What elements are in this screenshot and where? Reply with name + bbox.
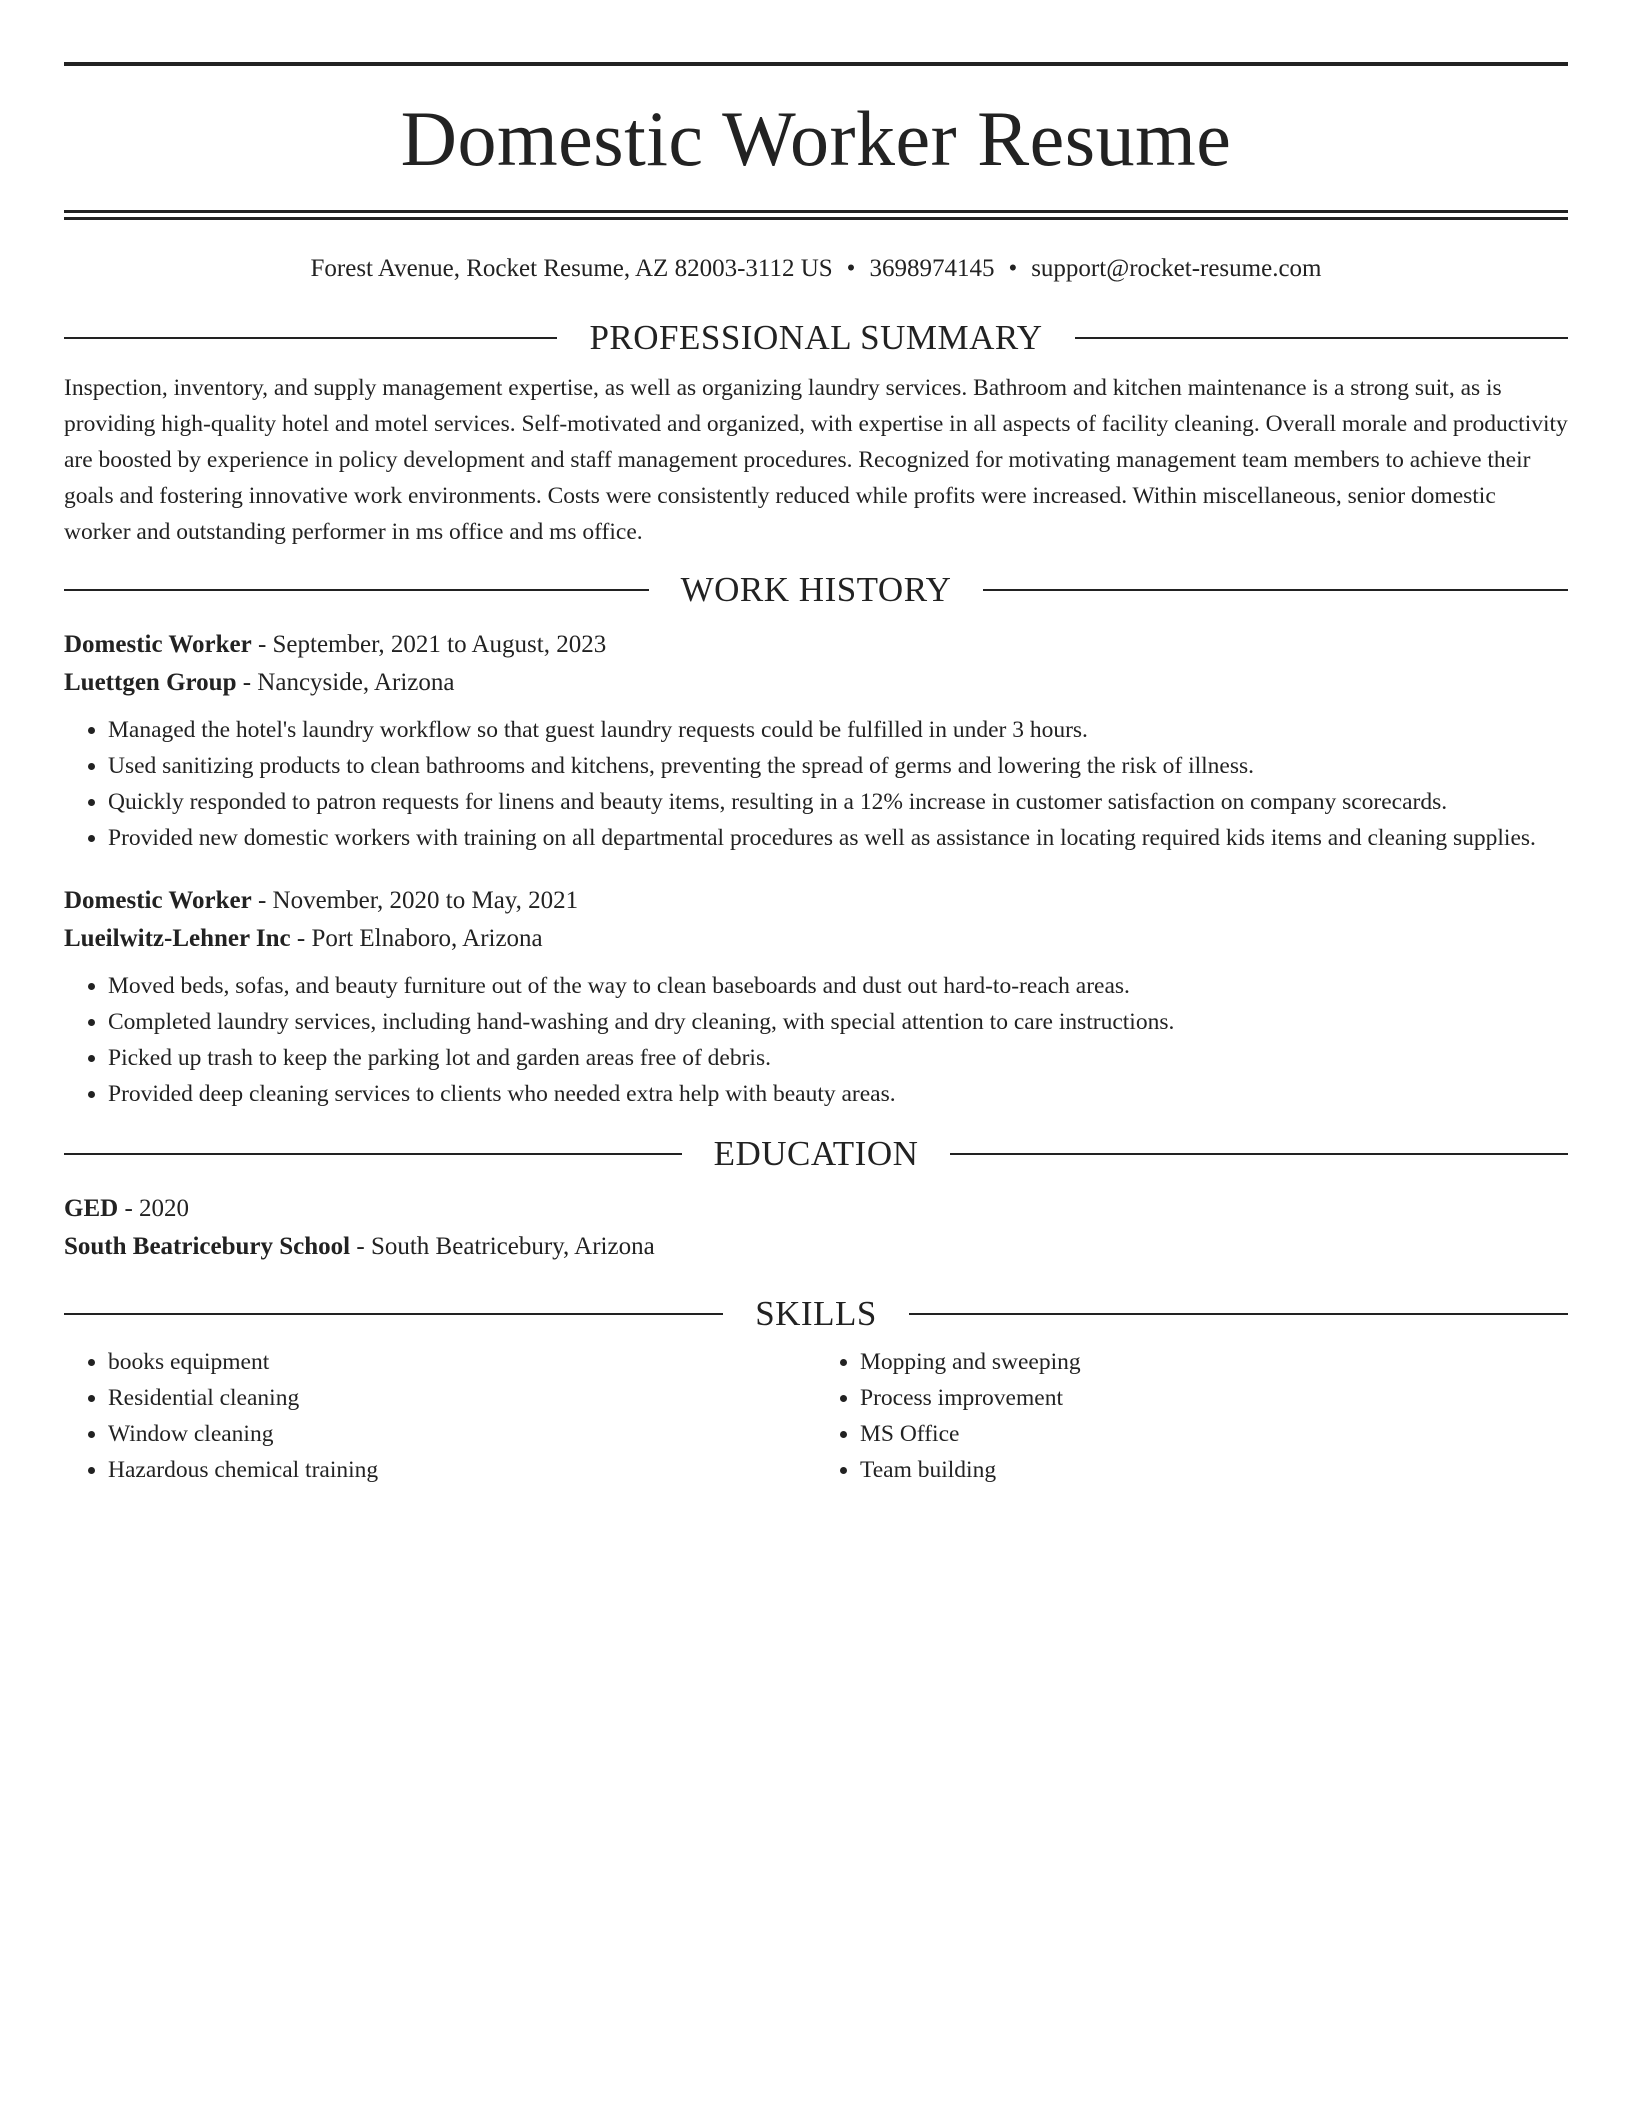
top-rule <box>64 62 1568 66</box>
education-school-line <box>64 1228 1568 1266</box>
job-company-line <box>64 664 1568 702</box>
resume-title: Domestic Worker Resume <box>400 95 1232 182</box>
job-bullet: • Provided deep cleaning services to clients who needed extra help with beauty areas. <box>108 1076 1568 1112</box>
skill-item: • Window cleaning <box>108 1416 816 1452</box>
job-title-line <box>64 882 1568 920</box>
job-entry <box>64 626 1568 856</box>
skill-item: • books equipment <box>108 1344 816 1380</box>
job-dates: - November, 2020 to May, 2021 <box>251 887 579 914</box>
job-bullet: • Provided new domestic workers with training on all departmental procedures as well as assistance in locating required kids items and cleaning supplies. <box>108 820 1568 856</box>
summary-paragraph: Inspection, inventory, and supply management expertise, as well as organizing laundry services. Bathroom and kitchen maintenance is a strong suit, as is providing high-quality hotel and motel services. Self-motivated and organized, with expertise in all aspects of facility cleaning. Overall morale and productivity are boosted by experience in policy development and staff management procedures. Recognized for motivating management team members to achieve their goals and fostering innovative work environments. Costs were consistently reduced while profits were increased. Within miscellaneous, senior domestic worker and outstanding performer in ms office and ms office. <box>64 375 1568 545</box>
skill-item: • Team building <box>860 1452 1568 1488</box>
section-title-work: WORK HISTORY <box>680 570 952 609</box>
skills-list-left <box>64 1344 816 1488</box>
job-dates: - September, 2021 to August, 2023 <box>251 631 607 658</box>
contact-line <box>64 254 1568 284</box>
education-entry <box>64 1190 1568 1266</box>
section-rule-left <box>64 337 557 339</box>
education-year: - 2020 <box>118 1195 190 1222</box>
job-bullet: • Moved beds, sofas, and beauty furniture out of the way to clean baseboards and dust out hard-to-reach areas. <box>108 968 1568 1004</box>
job-entry <box>64 882 1568 1112</box>
contact-phone: 3698974145 <box>869 255 995 282</box>
job-bullet: • Picked up trash to keep the parking lot and garden areas free of debris. <box>108 1040 1568 1076</box>
job-bullet: • Used sanitizing products to clean bathrooms and kitchens, preventing the spread of germs and lowering the risk of illness. <box>108 748 1568 784</box>
section-rule-left <box>64 589 649 591</box>
job-company: Lueilwitz-Lehner Inc <box>64 925 291 952</box>
job-bullet: • Managed the hotel's laundry workflow so that guest laundry requests could be fulfilled in under 3 hours. <box>108 712 1568 748</box>
job-location: - Port Elnaboro, Arizona <box>290 925 543 952</box>
job-location: - Nancyside, Arizona <box>236 669 455 696</box>
section-rule-right <box>983 589 1568 591</box>
title-double-rule <box>64 210 1568 220</box>
skills-columns <box>64 1344 1568 1488</box>
skill-item: • Residential cleaning <box>108 1380 816 1416</box>
contact-separator: • <box>846 255 856 282</box>
section-header-summary <box>64 316 1568 360</box>
education-degree: GED <box>64 1195 119 1222</box>
job-title-line <box>64 626 1568 664</box>
section-header-work <box>64 568 1568 612</box>
education-school: South Beatricebury School <box>64 1233 351 1260</box>
section-title-skills: SKILLS <box>755 1294 877 1333</box>
section-rule-right <box>1075 337 1568 339</box>
job-title: Domestic Worker <box>64 631 252 658</box>
job-bullets <box>64 712 1568 856</box>
job-bullet: • Quickly responded to patron requests for linens and beauty items, resulting in a 12% increase in customer satisfaction on company scorecards. <box>108 784 1568 820</box>
skills-list-right <box>816 1344 1568 1488</box>
section-title-education: EDUCATION <box>713 1134 919 1173</box>
section-rule-right <box>950 1153 1568 1155</box>
section-title-summary: PROFESSIONAL SUMMARY <box>589 318 1043 357</box>
contact-email: support@rocket-resume.com <box>1031 255 1322 282</box>
job-company: Luettgen Group <box>64 669 237 696</box>
skill-item: • Process improvement <box>860 1380 1568 1416</box>
section-header-skills <box>64 1292 1568 1336</box>
job-bullets <box>64 968 1568 1112</box>
section-rule-left <box>64 1153 682 1155</box>
job-company-line <box>64 920 1568 958</box>
section-rule-left <box>64 1313 723 1315</box>
skill-item: • MS Office <box>860 1416 1568 1452</box>
education-degree-line <box>64 1190 1568 1228</box>
section-rule-right <box>909 1313 1568 1315</box>
job-title: Domestic Worker <box>64 887 252 914</box>
job-bullet: • Completed laundry services, including hand-washing and dry cleaning, with special attention to care instructions. <box>108 1004 1568 1040</box>
contact-separator: • <box>1008 255 1018 282</box>
skill-item: • Mopping and sweeping <box>860 1344 1568 1380</box>
contact-address: Forest Avenue, Rocket Resume, AZ 82003-3112 US <box>310 255 833 282</box>
education-location: - South Beatricebury, Arizona <box>350 1233 655 1260</box>
section-header-education <box>64 1132 1568 1176</box>
skill-item: • Hazardous chemical training <box>108 1452 816 1488</box>
